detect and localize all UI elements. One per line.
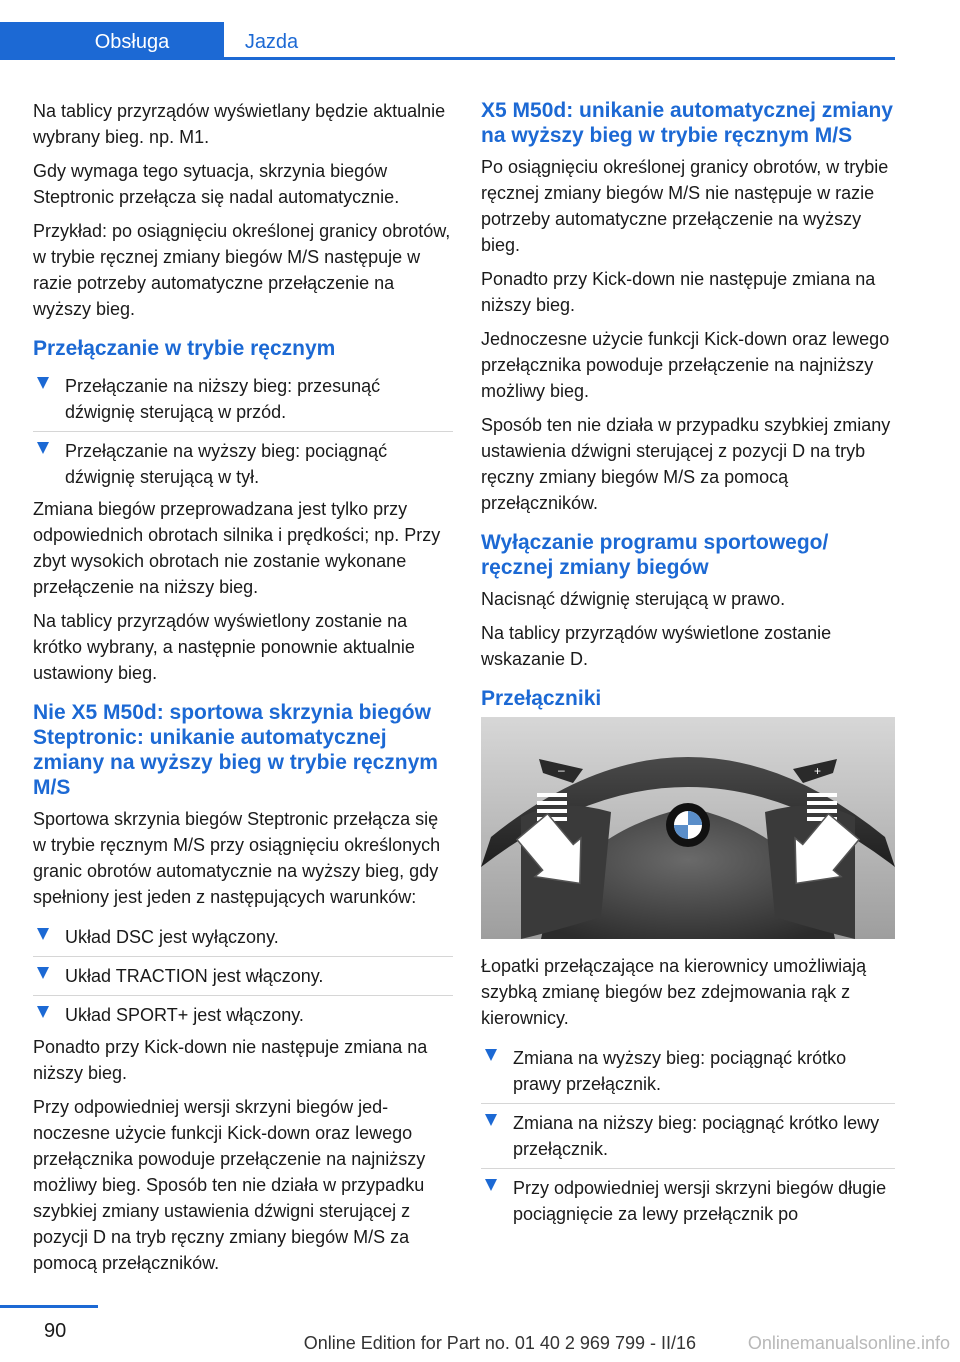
paragraph: Na tablicy przyrządów wyświetlony zostanie na krótko wybrany, a następnie ponownie aktualnie ustawiony bieg. (33, 611, 415, 683)
steering-wheel-illustration (481, 717, 895, 939)
paragraph: Przykład: po osiągnięciu określonej granicy obrotów, w trybie ręcznej zmiany biegów M/S następuje w razie potrzeby automatyczne przełączenie na wyższy bieg. (33, 221, 451, 319)
list-item (33, 432, 453, 496)
triangle-bullet-icon (37, 928, 49, 940)
edition-text: Online Edition for Part no. 01 40 2 969 799 - II/16 (303, 1333, 696, 1353)
paragraph: Ponadto przy Kick-down nie następuje zmiana na niższy bieg. (33, 1037, 428, 1083)
list-item (481, 1039, 895, 1104)
triangle-bullet-icon (37, 442, 49, 454)
list-item-text: Przy odpowiedniej wersji skrzyni biegów długie pociągnięcie za lewy przełącznik po (513, 1178, 887, 1224)
footer-rule (0, 1305, 98, 1308)
right-column (481, 98, 895, 1233)
list-item (481, 1169, 895, 1233)
paragraph: Na tablicy przyrządów wyświetlany będzie aktualnie wybrany bieg. np. M1. (33, 101, 446, 147)
paragraph: Ponadto przy Kick-down nie następuje zmiana na niższy bieg. (481, 269, 876, 315)
watermark: Onlinemanualsonline.info (747, 1333, 950, 1353)
paragraph: Zmiana biegów przeprowadzana jest tylko przy odpowiednich obrotach silnika i prędkości; np. Przy zbyt wysokich obrotach nie zostanie wykonane przełączenie na niższy bieg. (33, 499, 441, 597)
paragraph: Przy odpowiedniej wersji skrzyni biegów jednoczesne użycie funkcji Kick-down oraz lewego przełącznika powoduje przełączenie na najniższy możliwy bieg. Sposób ten nie działa w przypadku szybkiej zmiany ustawienia dźwigni sterującej z pozycji D na tryb ręczny zmiany biegów M/S za pomocą przełączników. (33, 1097, 426, 1273)
triangle-bullet-icon (485, 1049, 497, 1061)
list-item-text: Układ SPORT+ jest włączony. (65, 1005, 304, 1025)
list-item-text: Zmiana na wyższy bieg: pociągnąć krótko prawy przełącznik. (513, 1048, 847, 1094)
header-rule (0, 57, 895, 60)
paragraph: Po osiągnięciu określonej granicy obrotów, w trybie ręcznej zmiany biegów M/S nie następuje w razie potrzeby automatyczne przełączenie na wyższy bieg. (481, 157, 889, 255)
triangle-bullet-icon (485, 1114, 497, 1126)
list-item-text: Przełączanie na niższy bieg: przesunąć dźwignię sterującą w przód. (65, 376, 381, 422)
paragraph: Gdy wymaga tego sytuacja, skrzynia biegów Steptronic przełącza się nadal automatycznie. (33, 161, 400, 207)
list-item (33, 957, 453, 996)
paragraph: Sportowa skrzynia biegów Steptronic przełącza się w trybie ręcznym M/S przy osiągnięciu określonych granic obrotów automatycznie na wyższy bieg, gdy spełniony jest jeden z następujących warunków: (33, 809, 441, 907)
list-item (481, 1104, 895, 1169)
list-item-text: Układ DSC jest wyłączony. (65, 927, 279, 947)
tab-obsluga[interactable]: Obsługa (0, 22, 224, 60)
paragraph: Sposób ten nie działa w przypadku szybkiej zmiany ustawienia dźwigni sterującej z pozycji D na tryb ręczny zmiany biegów M/S za pomocą przełączników. (481, 415, 891, 513)
triangle-bullet-icon (37, 377, 49, 389)
list-item (33, 367, 453, 432)
bullet-list (33, 367, 453, 496)
section-heading: Przełączanie w trybie ręcznym (33, 337, 336, 360)
list-item (33, 996, 453, 1034)
list-item-text: Przełączanie na wyższy bieg: pociągnąć dźwignię sterującą w tył. (65, 441, 388, 487)
paragraph: Na tablicy przyrządów wyświetlone zostanie wskazanie D. (481, 623, 832, 669)
section-heading: Przełączniki (481, 687, 602, 710)
tab-jazda[interactable]: Jazda (244, 31, 299, 53)
page-number: 90 (44, 1320, 67, 1342)
header-tabs (0, 22, 895, 60)
paragraph: Nacisnąć dźwignię sterującą w prawo. (481, 589, 786, 609)
triangle-bullet-icon (37, 1006, 49, 1018)
bmw-logo-icon (666, 803, 710, 847)
paragraph: Łopatki przełączające na kierownicy umożliwiają szybką zmianę biegów bez zdejmowania rąk z kierownicy. (481, 956, 867, 1028)
triangle-bullet-icon (37, 967, 49, 979)
list-item (33, 918, 453, 957)
bullet-list (33, 918, 453, 1034)
list-item-text: Układ TRACTION jest włączony. (65, 966, 324, 986)
right-paddle-label: + (814, 764, 822, 778)
triangle-bullet-icon (485, 1179, 497, 1191)
steering-wheel-figure (481, 717, 895, 939)
section-heading: Nie X5 M50d: sportowa skrzynia biegów Steptronic: unikanie automatycznej zmiany na wyższy bieg w trybie ręcznym M/S (33, 701, 438, 799)
left-column (33, 98, 453, 1284)
paragraph: Jednoczesne użycie funkcji Kick-down oraz lewego przełącznika powoduje przełączenie na najniższy możliwy bieg. (481, 329, 890, 401)
section-heading: X5 M50d: unikanie automatycznej zmiany na wyższy bieg w trybie ręcznym M/S (481, 99, 893, 147)
section-heading: Wyłączanie programu sportowego/ ręcznej zmiany biegów (481, 531, 829, 579)
left-paddle-label: – (558, 763, 565, 777)
list-item-text: Zmiana na niższy bieg: pociągnąć krótko lewy przełącznik. (513, 1113, 880, 1159)
bullet-list (481, 1039, 895, 1233)
